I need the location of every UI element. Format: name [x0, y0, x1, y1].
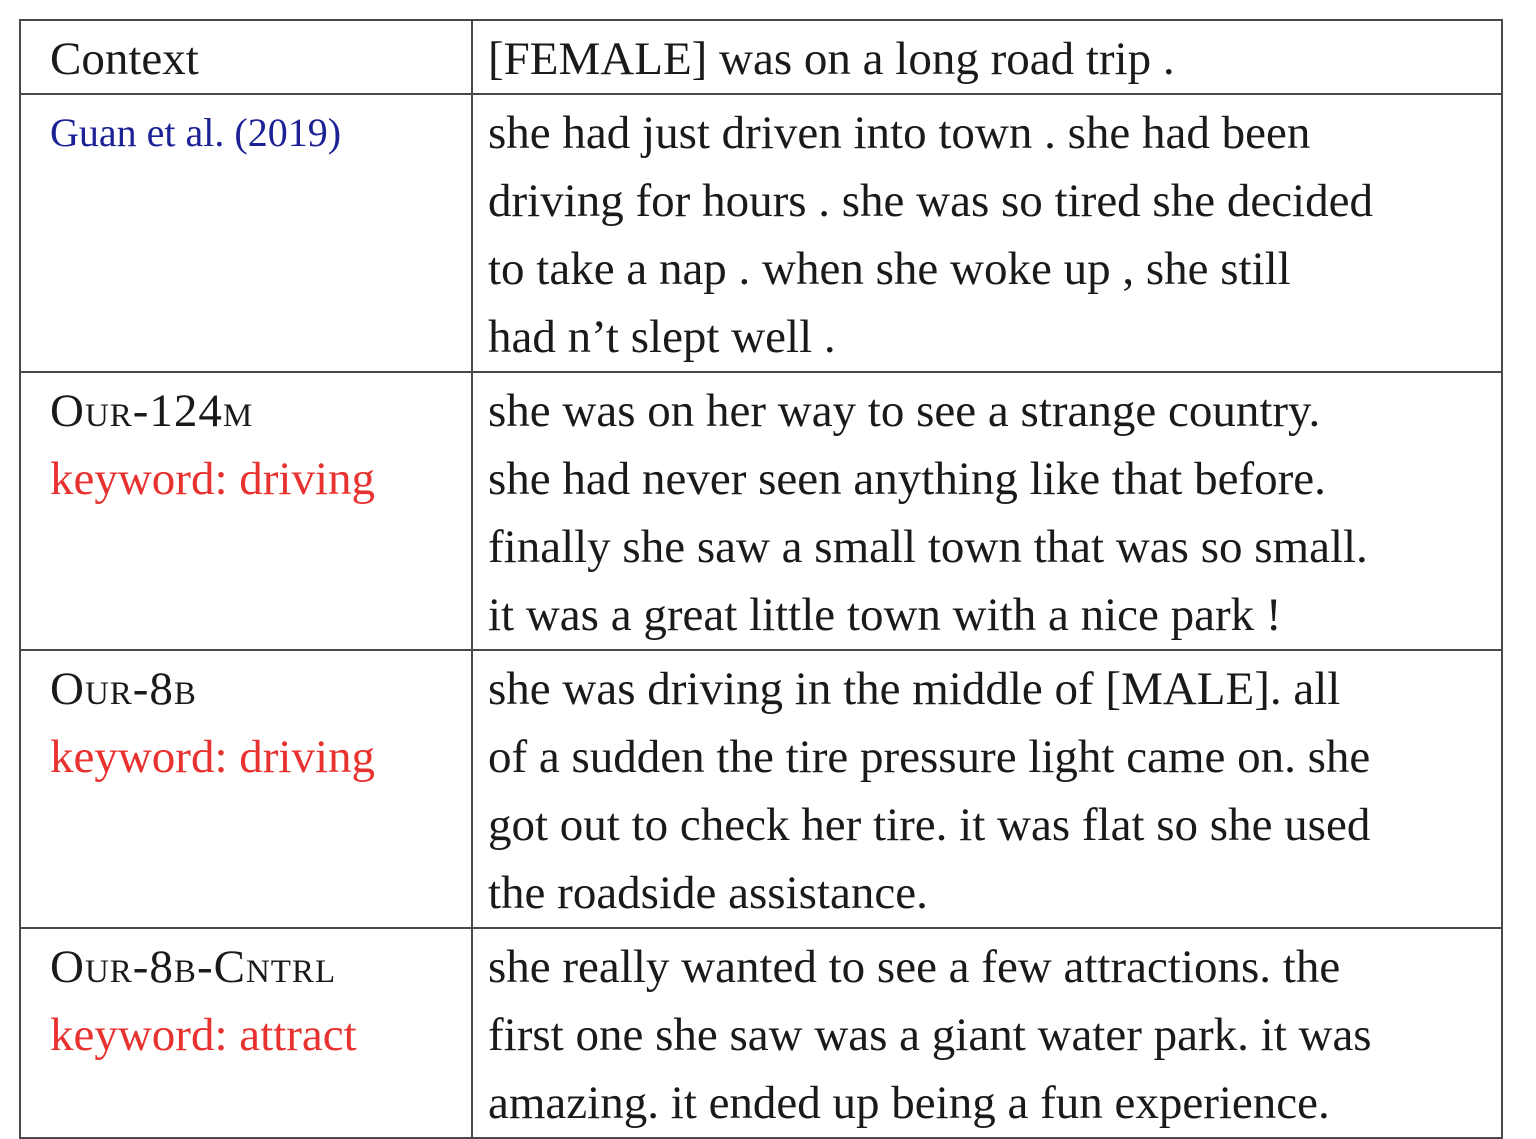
table-row-guan — [20, 94, 1502, 372]
stories-table — [19, 19, 1503, 1139]
table-row-our-8b-cntrl — [20, 928, 1502, 1138]
row-label-cell — [20, 20, 472, 94]
model-name: Our-8b-Cntrl — [50, 941, 337, 993]
story-line: driving for hours . she was so tired she decided — [488, 175, 1373, 227]
keyword-label: keyword: attract — [50, 1009, 357, 1061]
story-line: she had just driven into town . she had been — [488, 107, 1311, 159]
story-line: first one she saw was a giant water park. it was — [488, 1009, 1372, 1061]
story-cell — [472, 94, 1502, 372]
story-line: she really wanted to see a few attractions. the — [488, 941, 1341, 993]
row-label-cell — [20, 94, 472, 372]
story-line: she was on her way to see a strange country. — [488, 385, 1321, 437]
story-cell — [472, 650, 1502, 928]
story-line: finally she saw a small town that was so small. — [488, 521, 1368, 573]
story-line: it was a great little town with a nice park ! — [488, 589, 1282, 641]
row-label-cell — [20, 928, 472, 1138]
table-row-our-124m — [20, 372, 1502, 650]
row-label-cell — [20, 650, 472, 928]
model-name: Our-124m — [50, 385, 254, 437]
model-name: Our-8b — [50, 663, 197, 715]
context-text: [FEMALE] was on a long road trip . — [488, 33, 1175, 85]
story-line: she had never seen anything like that before. — [488, 453, 1326, 505]
story-line: the roadside assistance. — [488, 867, 928, 919]
citation-link[interactable] — [50, 99, 471, 167]
table-row-context — [20, 20, 1502, 94]
citation-authors: Guan et al. — [50, 110, 225, 155]
story-line: she was driving in the middle of [MALE]. all — [488, 663, 1341, 715]
story-line: to take a nap . when she woke up , she still — [488, 243, 1291, 295]
row-label-cell — [20, 372, 472, 650]
story-line: amazing. it ended up being a fun experience. — [488, 1077, 1330, 1129]
story-line: of a sudden the tire pressure light came on. she — [488, 731, 1371, 783]
story-cell — [472, 928, 1502, 1138]
citation-year: (2019) — [234, 110, 342, 155]
story-line: had n’t slept well . — [488, 311, 836, 363]
story-cell — [472, 372, 1502, 650]
story-line: got out to check her tire. it was flat so she used — [488, 799, 1371, 851]
keyword-label: keyword: driving — [50, 453, 376, 505]
context-label: Context — [50, 33, 199, 85]
context-text-cell — [472, 20, 1502, 94]
keyword-label: keyword: driving — [50, 731, 376, 783]
table-row-our-8b — [20, 650, 1502, 928]
